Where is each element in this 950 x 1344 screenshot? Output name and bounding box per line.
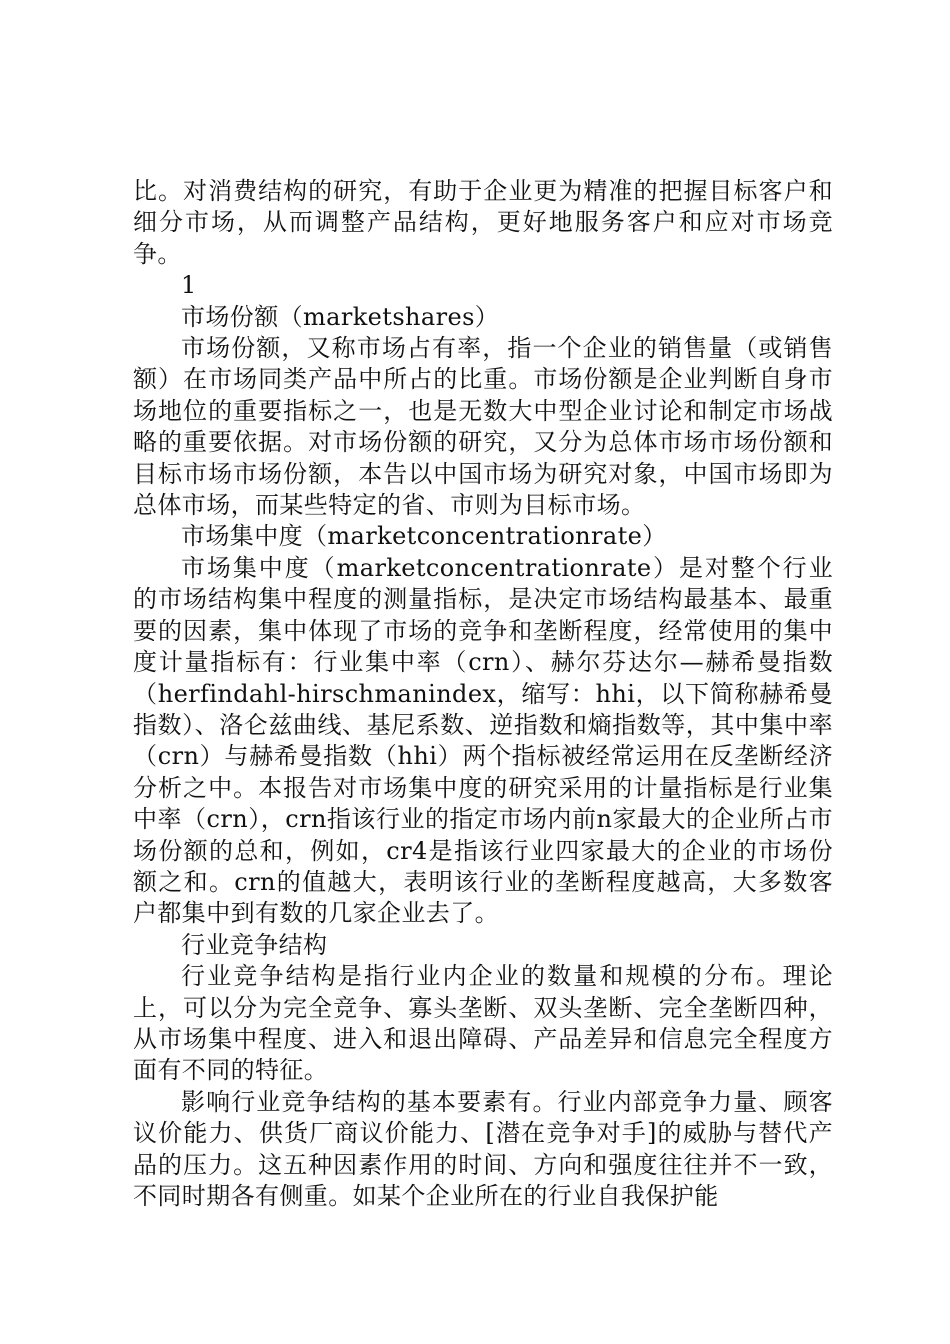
paragraph-consumption-structure-end: 比。对消费结构的研究，有助于企业更为精准的把握目标客户和细分市场，从而调整产品结构，更好地服务客户和应对市场竞争。	[133, 177, 833, 268]
paragraph-competition-factors: 影响行业竞争结构的基本要素有。行业内部竞争力量、顾客议价能力、供货厂商议价能力、[潜在竞争对手]的威胁与替代产品的压力。这五种因素作用的时间、方向和强度往往并不一致，不同时期各有侧重。如某个企业所在的行业自我保护能	[133, 1087, 833, 1210]
section-number: 1	[181, 271, 197, 300]
paragraph-industry-competition: 行业竞争结构是指行业内企业的数量和规模的分布。理论上，可以分为完全竞争、寡头垄断、双头垄断、完全垄断四种，从市场集中程度、进入和退出障碍、产品差异和信息完全程度方面有不同的特征。	[133, 962, 833, 1085]
heading-industry-competition: 行业竞争结构	[181, 930, 328, 959]
document-body	[133, 176, 833, 1212]
paragraph-market-concentration: 市场集中度（marketconcentrationrate）是对整个行业的市场结构集中程度的测量指标，是决定市场结构最基本、最重要的因素，集中体现了市场的竞争和垄断程度，经常使用的集中度计量指标有：行业集中率（crn）、赫尔芬达尔—赫希曼指数（herfindahl-hirschmanindex，缩写：hhi，以下简称赫希曼指数）、洛仑兹曲线、基尼系数、逆指数和熵指数等，其中集中率（crn）与赫希曼指数（hhi）两个指标被经常运用在反垄断经济分析之中。本报告对市场集中度的研究采用的计量指标是行业集中率（crn），crn指该行业的指定市场内前n家最大的企业所占市场份额的总和，例如，cr4是指该行业四家最大的企业的市场份额之和。crn的值越大，表明该行业的垄断程度越高，大多数客户都集中到有数的几家企业去了。	[133, 553, 833, 928]
paragraph-market-share: 市场份额，又称市场占有率，指一个企业的销售量（或销售额）在市场同类产品中所占的比重。市场份额是企业判断自身市场地位的重要指标之一，也是无数大中型企业讨论和制定市场战略的重要依据。对市场份额的研究，又分为总体市场市场份额和目标市场市场份额，本告以中国市场为研究对象，中国市场即为总体市场，而某些特定的省、市则为目标市场。	[133, 334, 833, 520]
heading-market-share: 市场份额（marketshares）	[181, 302, 500, 331]
heading-market-concentration: 市场集中度（marketconcentrationrate）	[181, 522, 667, 551]
